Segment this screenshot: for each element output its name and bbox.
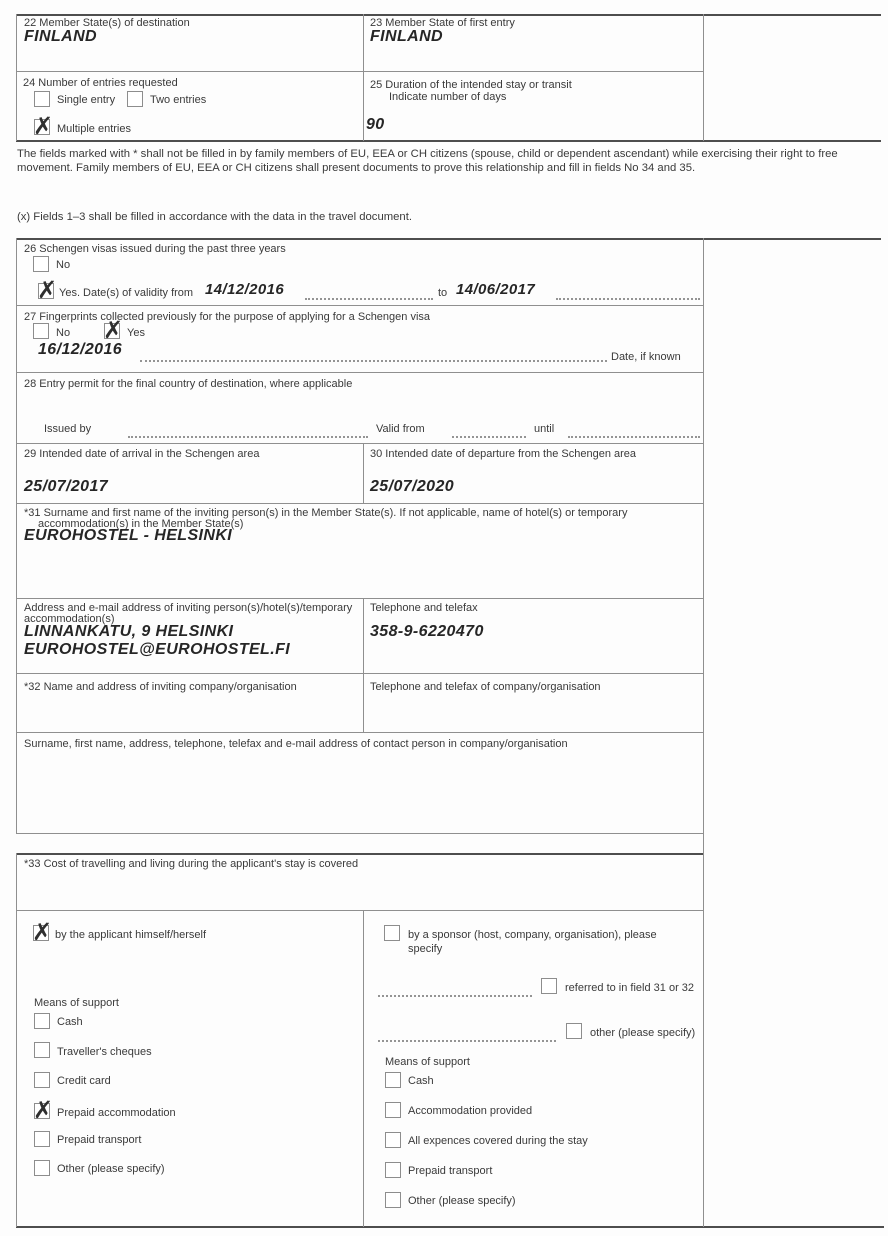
left-prepaid-transport-label: Prepaid transport	[57, 1134, 142, 1146]
checkbox-sponsor-other[interactable]	[566, 1023, 582, 1039]
divider-31-address	[16, 598, 703, 599]
right-other-label: Other (please specify)	[408, 1195, 516, 1207]
checkbox-left-cash[interactable]	[34, 1013, 50, 1029]
field29-label: 29 Intended date of arrival in the Schengen area	[24, 448, 260, 460]
checkbox-by-sponsor[interactable]	[384, 925, 400, 941]
field29-value: 25/07/2017	[24, 478, 109, 495]
field27-date-value: 16/12/2016	[38, 341, 123, 358]
border-topsection-bottom	[16, 140, 881, 142]
field25-sublabel: Indicate number of days	[389, 91, 507, 103]
left-other-label: Other (please specify)	[57, 1163, 165, 1175]
accommodation-provided-label: Accommodation provided	[408, 1105, 533, 1117]
checkbox-all-expences[interactable]	[385, 1132, 401, 1148]
field26-yes-label: Yes. Date(s) of validity from	[59, 287, 194, 299]
field27-date-hint: Date, if known	[611, 351, 681, 363]
single-entry-label: Single entry	[57, 94, 116, 106]
note-x: (x) Fields 1–3 shall be filled in accordance with the data in the travel document.	[17, 211, 412, 223]
divider-32-contact	[16, 732, 703, 733]
field22-value: FINLAND	[24, 28, 98, 45]
prepaid-accommodation-label: Prepaid accommodation	[57, 1107, 176, 1119]
field23-label: 23 Member State of first entry	[370, 17, 515, 29]
border-left-bottom	[16, 853, 17, 1227]
two-entries-label: Two entries	[150, 94, 207, 106]
field28-issued-by-line[interactable]	[128, 435, 368, 438]
divider-sidebar-top	[703, 14, 704, 141]
means-of-support-right-label: Means of support	[385, 1056, 470, 1068]
sponsor-referred-line[interactable]	[378, 994, 532, 997]
all-expences-label: All expences covered during the stay	[408, 1135, 588, 1147]
checkbox-right-prepaid-transport[interactable]	[385, 1162, 401, 1178]
field31-label-line1: *31 Surname and first name of the inviting person(s) in the Member State(s). If not applicable, name of hotel(s) or temporary	[24, 507, 628, 519]
checkbox-26-yes[interactable]	[38, 283, 54, 299]
checkbox-right-cash[interactable]	[385, 1072, 401, 1088]
field27-label: 27 Fingerprints collected previously for the purpose of applying for a Schengen visa	[24, 311, 431, 323]
field28-label: 28 Entry permit for the final country of destination, where applicable	[24, 378, 353, 390]
field26-label: 26 Schengen visas issued during the past three years	[24, 243, 286, 255]
field28-until-line[interactable]	[568, 435, 700, 438]
credit-card-label: Credit card	[57, 1075, 111, 1087]
phone-label: Telephone and telefax	[370, 602, 478, 614]
field26-to-value: 14/06/2017	[456, 281, 536, 298]
left-cash-label: Cash	[57, 1016, 83, 1028]
checkbox-accommodation-provided[interactable]	[385, 1102, 401, 1118]
field30-value: 25/07/2020	[370, 478, 455, 495]
divider-col-29-30	[363, 443, 364, 503]
note-asterisk: The fields marked with * shall not be filled in by family members of EU, EEA or CH citizens (spouse, child or dependent ascendant) while exercising their right to free movement. Family members of EU, EEA or CH citizens shall present documents to prove this relationship and fill in fields No 34 and 35.	[17, 148, 838, 175]
border-section33-top	[16, 853, 703, 855]
divider-col-top	[363, 14, 364, 141]
field23-value: FINLAND	[370, 28, 444, 45]
divider-26-27	[16, 305, 703, 306]
right-prepaid-transport-label: Prepaid transport	[408, 1165, 493, 1177]
multiple-entries-label: Multiple entries	[57, 123, 131, 135]
field26-to-label: to	[438, 287, 448, 299]
right-cash-label: Cash	[408, 1075, 434, 1087]
checkbox-left-prepaid-transport[interactable]	[34, 1131, 50, 1147]
field33-label: *33 Cost of travelling and living during the applicant's stay is covered	[24, 858, 359, 870]
field27-yes-label: Yes	[127, 327, 145, 339]
divider-col-address	[363, 598, 364, 732]
field32-label: *32 Name and address of inviting company/organisation	[24, 681, 297, 693]
border-section2-top	[16, 238, 881, 240]
checkbox-prepaid-accommodation[interactable]	[34, 1103, 50, 1119]
contact-person-label: Surname, first name, address, telephone, telefax and e-mail address of contact person in company/organisation	[24, 738, 568, 750]
sponsor-other-line[interactable]	[378, 1039, 556, 1042]
field32-phone-label: Telephone and telefax of company/organisation	[370, 681, 601, 693]
divider-sidebar-main	[703, 238, 704, 1227]
checkbox-26-no[interactable]	[33, 256, 49, 272]
checkbox-by-applicant[interactable]	[33, 925, 49, 941]
checkbox-travellers-cheques[interactable]	[34, 1042, 50, 1058]
address-value-line2: EUROHOSTEL@EUROHOSTEL.FI	[24, 641, 291, 658]
field25-value: 90	[366, 116, 385, 133]
divider-address-32	[16, 673, 703, 674]
border-left-mid	[16, 238, 17, 833]
field27-no-label: No	[56, 327, 71, 339]
checkbox-two-entries[interactable]	[127, 91, 143, 107]
field26-from-value: 14/12/2016	[205, 281, 285, 298]
checkbox-left-other[interactable]	[34, 1160, 50, 1176]
sponsor-other-label: other (please specify)	[590, 1027, 696, 1039]
address-value-line1: LINNANKATU, 9 HELSINKI	[24, 623, 234, 640]
divider-row22-24	[16, 71, 703, 72]
field26-to-line[interactable]	[556, 297, 700, 300]
checkbox-right-other[interactable]	[385, 1192, 401, 1208]
phone-value: 358-9-6220470	[370, 623, 484, 640]
travellers-cheques-label: Traveller's cheques	[57, 1046, 152, 1058]
border-bottom	[16, 1226, 884, 1228]
divider-27-28	[16, 372, 703, 373]
field25-label: 25 Duration of the intended stay or transit	[370, 79, 572, 91]
field31-label-line2: accommodation(s) in the Member State(s)	[38, 518, 244, 530]
border-contact-bottom	[16, 833, 703, 834]
by-sponsor-label: by a sponsor (host, company, organisation), please specify	[408, 929, 657, 956]
checkbox-credit-card[interactable]	[34, 1072, 50, 1088]
divider-col-33	[363, 910, 364, 1227]
border-top	[16, 14, 881, 16]
by-applicant-label: by the applicant himself/herself	[55, 929, 207, 941]
field31-value: EUROHOSTEL - HELSINKI	[24, 527, 233, 544]
checkbox-27-no[interactable]	[33, 323, 49, 339]
checkbox-single-entry[interactable]	[34, 91, 50, 107]
field24-label: 24 Number of entries requested	[23, 77, 178, 89]
field28-until-label: until	[534, 423, 555, 435]
field28-valid-from-line[interactable]	[452, 435, 526, 438]
address-label-line2: accommodation(s)	[24, 613, 115, 625]
field28-valid-from-label: Valid from	[376, 423, 425, 435]
divider-29-31	[16, 503, 703, 504]
address-label-line1: Address and e-mail address of inviting person(s)/hotel(s)/temporary	[24, 602, 353, 614]
checkbox-multiple-entries[interactable]	[34, 119, 50, 135]
field27-date-line[interactable]	[140, 359, 607, 362]
field30-label: 30 Intended date of departure from the Schengen area	[370, 448, 637, 460]
field22-label: 22 Member State(s) of destination	[24, 17, 190, 29]
border-left-top	[16, 14, 17, 141]
divider-33-label	[16, 910, 703, 911]
field26-from-line[interactable]	[305, 297, 433, 300]
checkbox-referred[interactable]	[541, 978, 557, 994]
means-of-support-left-label: Means of support	[34, 997, 119, 1009]
field26-no-label: No	[56, 259, 71, 271]
checkbox-27-yes[interactable]	[104, 323, 120, 339]
field28-issued-by-label: Issued by	[44, 423, 92, 435]
divider-28-29	[16, 443, 703, 444]
referred-label: referred to in field 31 or 32	[565, 982, 695, 994]
